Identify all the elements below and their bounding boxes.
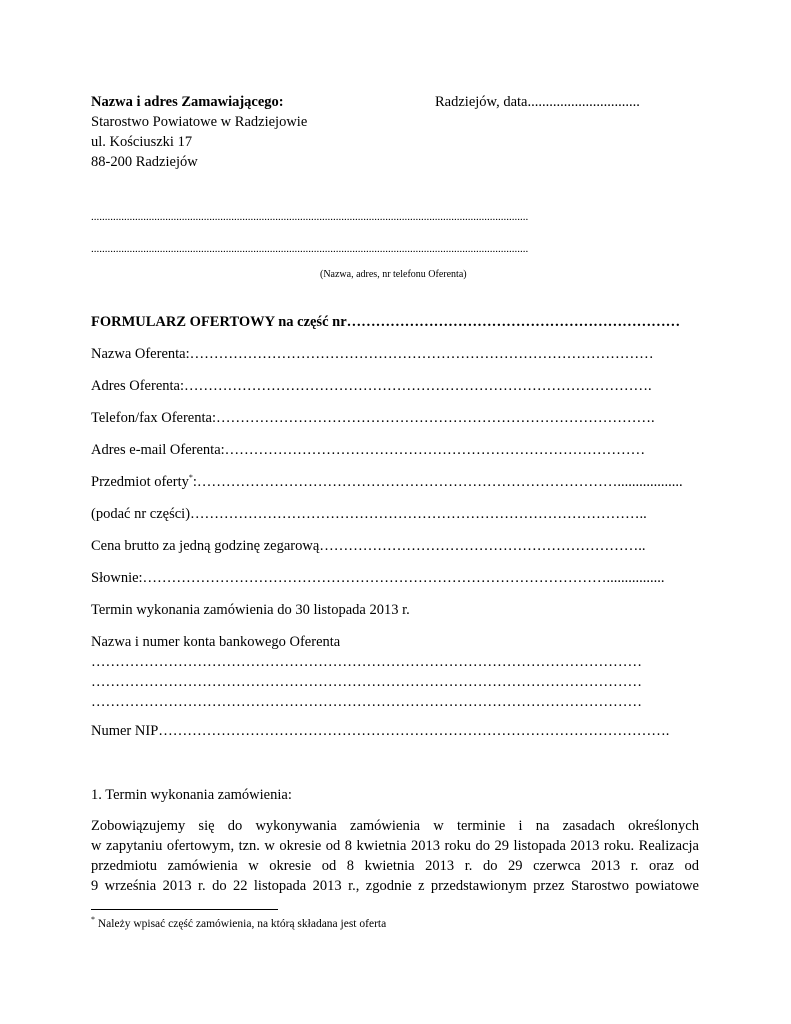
footnote <box>91 915 386 933</box>
section-1-line-2: w zapytaniu ofertowym, tzn. w okresie od 8 kwietnia 2013 roku do 29 listopada 2013 roku. Realizacja <box>91 838 699 854</box>
footnote-ref: * <box>188 473 193 483</box>
footnote-separator <box>91 909 278 910</box>
field-offeror-address: Adres Oferenta:……………………………………………………………………………………. <box>91 378 652 394</box>
field-subject-label: Przedmiot oferty <box>91 474 189 490</box>
buyer-street: ul. Kościuszki 17 <box>91 134 193 150</box>
bank-label: Nazwa i numer konta bankowego Oferenta <box>91 634 341 650</box>
bank-line-2: …………………………………………………………………………………………………… <box>91 674 642 690</box>
field-gross-price: Cena brutto za jedną godzinę zegarową………………………………………………………….. <box>91 538 646 554</box>
section-1-line-1: Zobowiązujemy się do wykonywania zamówienia w terminie i na zasadach określonych <box>91 818 699 834</box>
section-1-line-4: 9 września 2013 r. do 22 listopada 2013 r., zgodnie z przedstawionym przez Starostwo powiatowe <box>91 878 699 894</box>
footnote-mark: * <box>91 915 95 925</box>
offeror-line-1: ............................................................................................................................................................... <box>91 211 529 223</box>
field-subject-dots: :…………………………………………………………………………….................. <box>192 474 683 490</box>
field-nip: Numer NIP……………………………………………………………………………………………. <box>91 723 670 739</box>
field-part-number: (podać nr części)………………………………………………………………………………….. <box>91 506 647 522</box>
field-in-words: Słownie:……………………………………………………………………………………................ <box>91 570 665 586</box>
bank-line-1: …………………………………………………………………………………………………… <box>91 654 642 670</box>
form-title: FORMULARZ OFERTOWY na część nr…………………………………………………………… <box>91 314 681 330</box>
offeror-caption: (Nazwa, adres, nr telefonu Oferenta) <box>320 269 467 280</box>
field-subject <box>91 473 683 491</box>
bank-line-3: …………………………………………………………………………………………………… <box>91 694 642 710</box>
buyer-label: Nazwa i adres Zamawiającego: <box>91 94 284 110</box>
buyer-city: 88-200 Radziejów <box>91 154 198 170</box>
field-phone-fax: Telefon/fax Oferenta:………………………………………………………………………………. <box>91 410 655 426</box>
field-offeror-name: Nazwa Oferenta:…………………………………………………………………………………… <box>91 346 654 362</box>
section-1-line-3: przedmiotu zamówienia w okresie od 8 kwietnia 2013 r. do 29 czerwca 2013 r. oraz od <box>91 858 699 874</box>
buyer-name: Starostwo Powiatowe w Radziejowie <box>91 114 308 130</box>
section-1-heading: 1. Termin wykonania zamówienia: <box>91 787 292 803</box>
field-completion-term: Termin wykonania zamówienia do 30 listopada 2013 r. <box>91 602 410 618</box>
footnote-text: Należy wpisać część zamówienia, na którą składana jest oferta <box>95 918 387 930</box>
offeror-line-2: ............................................................................................................................................................... <box>91 243 529 255</box>
place-date: Radziejów, data............................... <box>435 94 640 110</box>
field-email: Adres e-mail Oferenta:…………………………………………………………………………… <box>91 442 646 458</box>
